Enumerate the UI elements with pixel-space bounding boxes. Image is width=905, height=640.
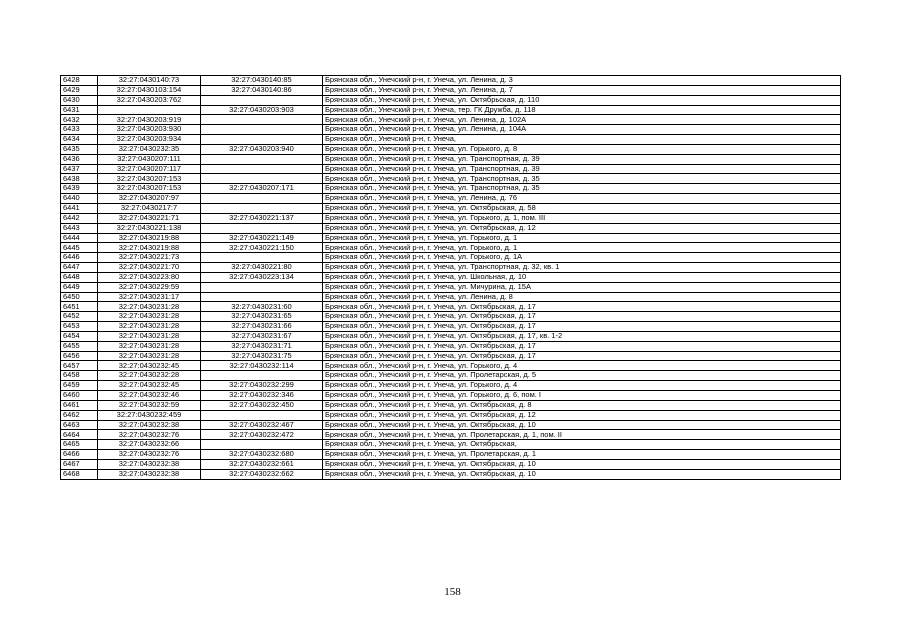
object-cadastral-number-cell: 32:27:0430221:149 [201, 233, 323, 243]
table-body [61, 76, 841, 480]
parcel-cadastral-number-cell: 32:27:0430207:153 [98, 184, 201, 194]
object-cadastral-number-cell: 32:27:0430223:134 [201, 272, 323, 282]
object-cadastral-number-cell [201, 164, 323, 174]
parcel-cadastral-number-cell: 32:27:0430207:153 [98, 174, 201, 184]
address-cell: Брянская обл., Унечский р-н, г. Унеча, ул. Октябрьская, д. 17, кв. 1-2 [323, 331, 841, 341]
object-cadastral-number-cell: 32:27:0430232:662 [201, 469, 323, 479]
row-number-cell: 6441 [61, 203, 98, 213]
parcel-cadastral-number-cell: 32:27:0430232:66 [98, 440, 201, 450]
row-number-cell: 6431 [61, 105, 98, 115]
table-row [61, 469, 841, 479]
parcel-cadastral-number-cell: 32:27:0430219:88 [98, 243, 201, 253]
table-row [61, 361, 841, 371]
object-cadastral-number-cell: 32:27:0430232:472 [201, 430, 323, 440]
table-row [61, 243, 841, 253]
object-cadastral-number-cell [201, 292, 323, 302]
row-number-cell: 6461 [61, 400, 98, 410]
table-row [61, 381, 841, 391]
address-cell: Брянская обл., Унечский р-н, г. Унеча, ул. Пролетарская, д. 1, пом. II [323, 430, 841, 440]
table-row [61, 203, 841, 213]
address-cell: Брянская обл., Унечский р-н, г. Унеча, ул. Горького, д. 1А [323, 253, 841, 263]
object-cadastral-number-cell: 32:27:0430231:66 [201, 322, 323, 332]
row-number-cell: 6430 [61, 95, 98, 105]
address-cell: Брянская обл., Унечский р-н, г. Унеча, ул. Октябрьская, д. 12 [323, 223, 841, 233]
address-cell: Брянская обл., Унечский р-н, г. Унеча, ул. Октябрьская, д. 10 [323, 469, 841, 479]
parcel-cadastral-number-cell: 32:27:0430232:76 [98, 450, 201, 460]
object-cadastral-number-cell: 32:27:0430140:85 [201, 76, 323, 86]
parcel-cadastral-number-cell: 32:27:0430219:88 [98, 233, 201, 243]
row-number-cell: 6454 [61, 331, 98, 341]
table-row [61, 312, 841, 322]
parcel-cadastral-number-cell: 32:27:0430140:73 [98, 76, 201, 86]
address-cell: Брянская обл., Унечский р-н, г. Унеча, ул. Октябрьская, [323, 440, 841, 450]
address-cell: Брянская обл., Унечский р-н, г. Унеча, ул. Транспортная, д. 32, кв. 1 [323, 263, 841, 273]
table-row [61, 282, 841, 292]
object-cadastral-number-cell: 32:27:0430232:346 [201, 391, 323, 401]
row-number-cell: 6465 [61, 440, 98, 450]
address-cell: Брянская обл., Унечский р-н, г. Унеча, ул. Транспортная, д. 35 [323, 184, 841, 194]
address-cell: Брянская обл., Унечский р-н, г. Унеча, ул. Октябрьская, д. 8 [323, 400, 841, 410]
row-number-cell: 6438 [61, 174, 98, 184]
table-row [61, 351, 841, 361]
address-cell: Брянская обл., Унечский р-н, г. Унеча, ул. Транспортная, д. 35 [323, 174, 841, 184]
address-cell: Брянская обл., Унечский р-н, г. Унеча, ул. Транспортная, д. 39 [323, 164, 841, 174]
table-row [61, 391, 841, 401]
row-number-cell: 6463 [61, 420, 98, 430]
object-cadastral-number-cell [201, 194, 323, 204]
address-cell: Брянская обл., Унечский р-н, г. Унеча, ул. Горького, д. 4 [323, 381, 841, 391]
address-cell: Брянская обл., Унечский р-н, г. Унеча, ул. Ленина, д. 7 [323, 85, 841, 95]
parcel-cadastral-number-cell: 32:27:0430231:17 [98, 292, 201, 302]
object-cadastral-number-cell: 32:27:0430221:150 [201, 243, 323, 253]
table-row [61, 420, 841, 430]
address-cell: Брянская обл., Унечский р-н, г. Унеча, ул. Октябрьская, д. 110 [323, 95, 841, 105]
address-cell: Брянская обл., Унечский р-н, г. Унеча, ул. Пролетарская, д. 1 [323, 450, 841, 460]
row-number-cell: 6443 [61, 223, 98, 233]
table-row [61, 302, 841, 312]
object-cadastral-number-cell [201, 135, 323, 145]
parcel-cadastral-number-cell: 32:27:0430231:28 [98, 322, 201, 332]
address-cell: Брянская обл., Унечский р-н, г. Унеча, [323, 135, 841, 145]
table-row [61, 213, 841, 223]
table-row [61, 174, 841, 184]
object-cadastral-number-cell: 32:27:0430221:137 [201, 213, 323, 223]
address-cell: Брянская обл., Унечский р-н, г. Унеча, ул. Школьная, д. 10 [323, 272, 841, 282]
row-number-cell: 6446 [61, 253, 98, 263]
row-number-cell: 6462 [61, 410, 98, 420]
object-cadastral-number-cell [201, 154, 323, 164]
parcel-cadastral-number-cell: 32:27:0430231:28 [98, 351, 201, 361]
object-cadastral-number-cell: 32:27:0430231:67 [201, 331, 323, 341]
table-row [61, 331, 841, 341]
row-number-cell: 6445 [61, 243, 98, 253]
object-cadastral-number-cell: 32:27:0430231:75 [201, 351, 323, 361]
table-row [61, 144, 841, 154]
parcel-cadastral-number-cell: 32:27:0430232:45 [98, 381, 201, 391]
address-cell: Брянская обл., Унечский р-н, г. Унеча, ул. Октябрьская, д. 12 [323, 410, 841, 420]
row-number-cell: 6451 [61, 302, 98, 312]
row-number-cell: 6453 [61, 322, 98, 332]
row-number-cell: 6447 [61, 263, 98, 273]
table-row [61, 322, 841, 332]
address-cell: Брянская обл., Унечский р-н, г. Унеча, ул. Горького, д. 6, пом. I [323, 391, 841, 401]
parcel-cadastral-number-cell [98, 105, 201, 115]
parcel-cadastral-number-cell: 32:27:0430232:76 [98, 430, 201, 440]
object-cadastral-number-cell [201, 174, 323, 184]
parcel-cadastral-number-cell: 32:27:0430203:919 [98, 115, 201, 125]
address-cell: Брянская обл., Унечский р-н, г. Унеча, ул. Октябрьская, д. 17 [323, 351, 841, 361]
address-cell: Брянская обл., Унечский р-н, г. Унеча, ул. Октябрьская, д. 17 [323, 341, 841, 351]
table-row [61, 95, 841, 105]
row-number-cell: 6452 [61, 312, 98, 322]
row-number-cell: 6458 [61, 371, 98, 381]
parcel-cadastral-number-cell: 32:27:0430232:459 [98, 410, 201, 420]
address-cell: Брянская обл., Унечский р-н, г. Унеча, ул. Ленина, д. 8 [323, 292, 841, 302]
address-cell: Брянская обл., Унечский р-н, г. Унеча, ул. Октябрьская, д. 17 [323, 302, 841, 312]
table-row [61, 430, 841, 440]
table-row [61, 223, 841, 233]
cadastral-registry-table [60, 75, 841, 480]
table-row [61, 292, 841, 302]
row-number-cell: 6467 [61, 459, 98, 469]
table-row [61, 164, 841, 174]
table-row [61, 272, 841, 282]
address-cell: Брянская обл., Унечский р-н, г. Унеча, ул. Горького, д. 1 [323, 243, 841, 253]
object-cadastral-number-cell [201, 203, 323, 213]
parcel-cadastral-number-cell: 32:27:0430232:38 [98, 459, 201, 469]
parcel-cadastral-number-cell: 32:27:0430231:28 [98, 312, 201, 322]
row-number-cell: 6435 [61, 144, 98, 154]
row-number-cell: 6466 [61, 450, 98, 460]
object-cadastral-number-cell: 32:27:0430232:114 [201, 361, 323, 371]
object-cadastral-number-cell [201, 410, 323, 420]
address-cell: Брянская обл., Унечский р-н, г. Унеча, ул. Мичурина, д. 15А [323, 282, 841, 292]
parcel-cadastral-number-cell: 32:27:0430217:7 [98, 203, 201, 213]
row-number-cell: 6432 [61, 115, 98, 125]
parcel-cadastral-number-cell: 32:27:0430232:46 [98, 391, 201, 401]
object-cadastral-number-cell: 32:27:0430221:80 [201, 263, 323, 273]
address-cell: Брянская обл., Унечский р-н, г. Унеча, ул. Горького, д. 8 [323, 144, 841, 154]
table-row [61, 263, 841, 273]
address-cell: Брянская обл., Унечский р-н, г. Унеча, ул. Октябрьская, д. 17 [323, 312, 841, 322]
table-row [61, 459, 841, 469]
row-number-cell: 6455 [61, 341, 98, 351]
table-row [61, 233, 841, 243]
parcel-cadastral-number-cell: 32:27:0430232:59 [98, 400, 201, 410]
row-number-cell: 6468 [61, 469, 98, 479]
address-cell: Брянская обл., Унечский р-н, г. Унеча, тер. ГК Дружба, д. 118 [323, 105, 841, 115]
address-cell: Брянская обл., Унечский р-н, г. Унеча, ул. Ленина, д. 102А [323, 115, 841, 125]
table-row [61, 105, 841, 115]
row-number-cell: 6460 [61, 391, 98, 401]
parcel-cadastral-number-cell: 32:27:0430232:28 [98, 371, 201, 381]
address-cell: Брянская обл., Унечский р-н, г. Унеча, ул. Горького, д. 4 [323, 361, 841, 371]
parcel-cadastral-number-cell: 32:27:0430231:28 [98, 302, 201, 312]
row-number-cell: 6448 [61, 272, 98, 282]
parcel-cadastral-number-cell: 32:27:0430221:70 [98, 263, 201, 273]
address-cell: Брянская обл., Унечский р-н, г. Унеча, ул. Горького, д. 1, пом. III [323, 213, 841, 223]
row-number-cell: 6450 [61, 292, 98, 302]
object-cadastral-number-cell: 32:27:0430203:940 [201, 144, 323, 154]
table-row [61, 154, 841, 164]
parcel-cadastral-number-cell: 32:27:0430207:97 [98, 194, 201, 204]
table-row [61, 76, 841, 86]
row-number-cell: 6449 [61, 282, 98, 292]
table-row [61, 194, 841, 204]
table-row [61, 410, 841, 420]
object-cadastral-number-cell: 32:27:0430232:299 [201, 381, 323, 391]
address-cell: Брянская обл., Унечский р-н, г. Унеча, ул. Октябрьская, д. 17 [323, 322, 841, 332]
address-cell: Брянская обл., Унечский р-н, г. Унеча, ул. Ленина, д. 104А [323, 125, 841, 135]
object-cadastral-number-cell [201, 95, 323, 105]
object-cadastral-number-cell [201, 371, 323, 381]
parcel-cadastral-number-cell: 32:27:0430232:45 [98, 361, 201, 371]
object-cadastral-number-cell [201, 440, 323, 450]
row-number-cell: 6428 [61, 76, 98, 86]
address-cell: Брянская обл., Унечский р-н, г. Унеча, ул. Октябрьская, д. 58 [323, 203, 841, 213]
parcel-cadastral-number-cell: 32:27:0430103:154 [98, 85, 201, 95]
address-cell: Брянская обл., Унечский р-н, г. Унеча, ул. Октябрьская, д. 10 [323, 420, 841, 430]
row-number-cell: 6457 [61, 361, 98, 371]
parcel-cadastral-number-cell: 32:27:0430232:35 [98, 144, 201, 154]
object-cadastral-number-cell [201, 253, 323, 263]
parcel-cadastral-number-cell: 32:27:0430221:138 [98, 223, 201, 233]
parcel-cadastral-number-cell: 32:27:0430232:38 [98, 469, 201, 479]
page-number: 158 [444, 586, 461, 598]
object-cadastral-number-cell: 32:27:0430232:661 [201, 459, 323, 469]
table-row [61, 184, 841, 194]
row-number-cell: 6433 [61, 125, 98, 135]
table-row [61, 115, 841, 125]
parcel-cadastral-number-cell: 32:27:0430203:934 [98, 135, 201, 145]
object-cadastral-number-cell [201, 115, 323, 125]
row-number-cell: 6444 [61, 233, 98, 243]
object-cadastral-number-cell: 32:27:0430140:86 [201, 85, 323, 95]
address-cell: Брянская обл., Унечский р-н, г. Унеча, ул. Горького, д. 1 [323, 233, 841, 243]
address-cell: Брянская обл., Унечский р-н, г. Унеча, ул. Ленина, д. 3 [323, 76, 841, 86]
table-row [61, 85, 841, 95]
object-cadastral-number-cell [201, 282, 323, 292]
row-number-cell: 6456 [61, 351, 98, 361]
address-cell: Брянская обл., Унечский р-н, г. Унеча, ул. Транспортная, д. 39 [323, 154, 841, 164]
table-row [61, 253, 841, 263]
row-number-cell: 6437 [61, 164, 98, 174]
address-cell: Брянская обл., Унечский р-н, г. Унеча, ул. Пролетарская, д. 5 [323, 371, 841, 381]
object-cadastral-number-cell: 32:27:0430203:903 [201, 105, 323, 115]
row-number-cell: 6434 [61, 135, 98, 145]
parcel-cadastral-number-cell: 32:27:0430221:71 [98, 213, 201, 223]
object-cadastral-number-cell [201, 125, 323, 135]
object-cadastral-number-cell [201, 223, 323, 233]
object-cadastral-number-cell: 32:27:0430232:450 [201, 400, 323, 410]
table-row [61, 135, 841, 145]
row-number-cell: 6459 [61, 381, 98, 391]
table-row [61, 371, 841, 381]
parcel-cadastral-number-cell: 32:27:0430231:28 [98, 331, 201, 341]
object-cadastral-number-cell: 32:27:0430231:60 [201, 302, 323, 312]
object-cadastral-number-cell: 32:27:0430231:71 [201, 341, 323, 351]
parcel-cadastral-number-cell: 32:27:0430203:762 [98, 95, 201, 105]
table-row [61, 400, 841, 410]
row-number-cell: 6429 [61, 85, 98, 95]
parcel-cadastral-number-cell: 32:27:0430203:930 [98, 125, 201, 135]
row-number-cell: 6440 [61, 194, 98, 204]
address-cell: Брянская обл., Унечский р-н, г. Унеча, ул. Октябрьская, д. 10 [323, 459, 841, 469]
object-cadastral-number-cell: 32:27:0430232:467 [201, 420, 323, 430]
parcel-cadastral-number-cell: 32:27:0430207:117 [98, 164, 201, 174]
row-number-cell: 6442 [61, 213, 98, 223]
table-row [61, 440, 841, 450]
parcel-cadastral-number-cell: 32:27:0430223:80 [98, 272, 201, 282]
table-row [61, 450, 841, 460]
parcel-cadastral-number-cell: 32:27:0430207:111 [98, 154, 201, 164]
object-cadastral-number-cell: 32:27:0430231:65 [201, 312, 323, 322]
table-row [61, 341, 841, 351]
table-row [61, 125, 841, 135]
object-cadastral-number-cell: 32:27:0430207:171 [201, 184, 323, 194]
row-number-cell: 6436 [61, 154, 98, 164]
row-number-cell: 6439 [61, 184, 98, 194]
parcel-cadastral-number-cell: 32:27:0430229:59 [98, 282, 201, 292]
address-cell: Брянская обл., Унечский р-н, г. Унеча, ул. Ленина, д. 76 [323, 194, 841, 204]
parcel-cadastral-number-cell: 32:27:0430232:38 [98, 420, 201, 430]
row-number-cell: 6464 [61, 430, 98, 440]
parcel-cadastral-number-cell: 32:27:0430231:28 [98, 341, 201, 351]
parcel-cadastral-number-cell: 32:27:0430221:73 [98, 253, 201, 263]
object-cadastral-number-cell: 32:27:0430232:680 [201, 450, 323, 460]
